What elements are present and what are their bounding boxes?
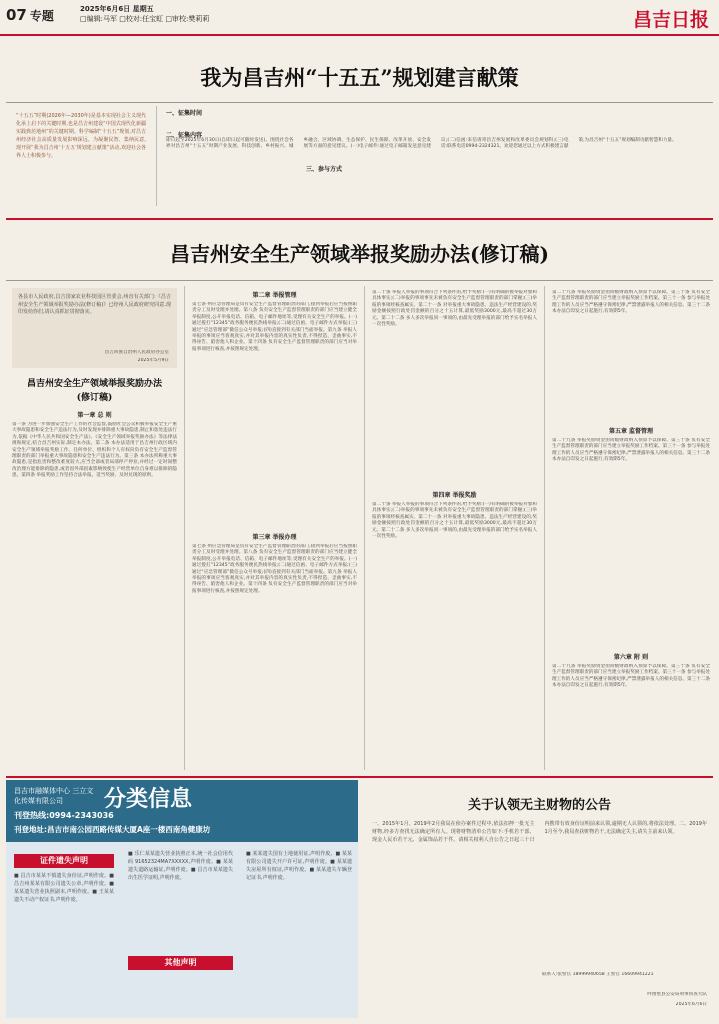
article-body: 第七条 州应急管理局是负有安全生产监督管理职责的部门,接到举报后应当按照职责分工及时受理并处理。第八条 负有安全生产监督管理职责的部门应当建立健全举报制度,公开举报电话、信箱、电子邮件地址等,受理有关安全生产的举报。(一)通过拨打“12345”政务服务便民热线举报;(二)通过信函、电子邮件方式举报;(三)通过“应急管理部”微信公众号举报;(四)直接到有关部门当面举报。第九条 举报人举报的事项应当客观真实,并对其举报内容的真实性负责,不得捏造、歪曲事实,不得诬告、陷害他人和企业。第十四条 负有安全生产监督管理职责的部门应当对举报事项进行核查,并按照规定处理。 bbox=[192, 544, 357, 594]
classifieds-title: 分类信息 bbox=[104, 786, 193, 812]
divider bbox=[6, 102, 713, 103]
classified-list: ■ 某某遗失国有土地使用证,声明作废。■ 某某有限公司遗失开户许可证,声明作废。■ 某某遗失房屋所有权证,声明作废。■ 某某遗失车辆登记证书,声明作废。 bbox=[246, 851, 352, 881]
article-title: 关于认领无主财物的公告 bbox=[467, 798, 611, 813]
section-heading: 三、参与方式 bbox=[306, 166, 343, 173]
editor-credits: □编辑:马军 □校对:任宝虹 □审校:樊莉莉 bbox=[80, 15, 210, 23]
chapter-heading: 第五章 监督管理 bbox=[608, 428, 654, 435]
article-suggestions bbox=[6, 40, 713, 216]
chapter-heading: 第六章 附 则 bbox=[613, 654, 649, 661]
divider bbox=[184, 286, 185, 770]
classified-list: ■ 乐仁某某遗失营业执照正本,统一社会信用代码 91652324MA7XXXXX,声明作废。■ 某某遗失道路运输证,声明作废。■ 昌吉市某某遗失出生医学证明,声明作废。 bbox=[128, 851, 233, 881]
sign-date: 2025年6月6日 bbox=[675, 1002, 707, 1007]
article-body: 第二十九条 举报奖励资金由同级财政纳入预算予以保障。第三十条 负有安全生产监督管理职责的部门应当建立举报奖励工作档案。第三十一条 参与举报处理工作的人员应当严格遵守保密纪律,严禁泄露举报人的相关信息。第三十二条 本办法自印发之日起施行,有效期5年。 bbox=[552, 290, 710, 315]
chapter-heading: 第三章 举报办理 bbox=[252, 534, 297, 541]
page-header bbox=[0, 0, 719, 36]
classifieds-header bbox=[6, 780, 358, 842]
article-body: 一、2015年1月、2019年2月我局在侦办案件过程中,依法扣押一批无主财物,经多方查找无法确定所有人。现将财物清单公告如下:手机若干部、现金人民币若干元、金属饰品若干件。请相关权利人自公告之日起三十日内携带有效身份证明前来认领,逾期无人认领的,将依法处理。二、2019年1月至今,我局查获赃物若干,无法确定失主,请失主前来认领。 bbox=[372, 821, 707, 843]
article-body: 第七条 州应急管理局是负有安全生产监督管理职责的部门,接到举报后应当按照职责分工及时受理并处理。第八条 负有安全生产监督管理职责的部门应当建立健全举报制度,公开举报电话、信箱、电子邮件地址等,受理有关安全生产的举报。(一)通过拨打“12345”政务服务便民热线举报;(二)通过信函、电子邮件方式举报;(三)通过“应急管理部”微信公众号举报;(四)直接到有关部门当面举报。第九条 举报人举报的事项应当客观真实,并对其举报内容的真实性负责,不得捏造、歪曲事实,不得诬告、陷害他人和企业。第十四条 负有安全生产监督管理职责的部门应当对举报事项进行核查,并按照规定处理。 bbox=[192, 302, 357, 352]
section-tag: 证件遗失声明 bbox=[14, 854, 114, 868]
article-unclaimed-property bbox=[366, 780, 713, 1018]
chapter-heading: 第四章 举报奖励 bbox=[432, 492, 477, 499]
article-title: 昌吉州安全生产领域举报奖励办法(修订稿) bbox=[170, 242, 549, 266]
notice-date: 2025年5月9日 bbox=[137, 358, 169, 363]
address: 刊登地址:昌吉市南公园西路传媒大厦A座一楼西南角健康坊 bbox=[14, 825, 211, 834]
notice-box bbox=[12, 288, 177, 368]
section-heading: 一、征集时间 bbox=[166, 110, 203, 117]
article-title: 我为昌吉州“十五五”规划建言献策 bbox=[200, 65, 519, 90]
article-body: 第二十九条 举报奖励资金由同级财政纳入预算予以保障。第三十条 负有安全生产监督管理职责的部门应当建立举报奖励工作档案。第三十一条 参与举报处理工作的人员应当严格遵守保密纪律,严禁泄露举报人的相关信息。第三十二条 本办法自印发之日起施行,有效期5年。 bbox=[552, 664, 710, 689]
divider bbox=[6, 776, 713, 778]
divider bbox=[156, 106, 157, 206]
divider bbox=[6, 280, 713, 281]
section-name: 专题 bbox=[29, 9, 54, 23]
chapter-heading: 第二章 举报管理 bbox=[252, 292, 297, 299]
issue-date: 2025年6月6日 星期五 bbox=[80, 5, 154, 13]
article-body: 第二十九条 举报奖励资金由同级财政纳入预算予以保障。第三十条 负有安全生产监督管理职责的部门应当建立举报奖励工作档案。第三十一条 参与举报处理工作的人员应当严格遵守保密纪律,严禁泄露举报人的相关信息。第三十二条 本办法自印发之日起施行,有效期5年。 bbox=[552, 438, 710, 463]
article-body: 第一条 为进一步加强安全生产工作的社会监督,鼓励社会公众积极举报安全生产重大事故隐患和安全生产违法行为,及时发现并排除重大事故隐患,制止和惩处违法行为,依据《中华人民共和国安全生产法》、《安全生产领域举报奖励办法》等法律法规和规定,结合昌吉州实际,制定本办法。第二条 本办法适用于昌吉州行政区域内安全生产领域举报奖励工作。任何单位、组织和个人有权向负有安全生产监督管理职责的部门举报重大事故隐患和安全生产违法行为。第三条 本办法所称重大事故隐患,是指危害和整改难度较大,应当全部或者局部停产停业,并经过一定时间整改治理方能排除的隐患,或者因外部因素影响致使生产经营单位自身难以排除的隐患。第四条 举报奖励工作坚持合法举报、适当奖励、及时兑现的原则。 bbox=[12, 422, 177, 479]
classifieds-section bbox=[6, 780, 358, 1018]
divider bbox=[364, 286, 365, 770]
page-number-section bbox=[6, 6, 54, 24]
article-regulation bbox=[6, 222, 713, 774]
signer: 呼图壁县公安局刑事侦查大队 bbox=[647, 992, 707, 997]
article-body: 第二十条 举报人举报的事项符合下列条件的,给予奖励:(一)有明确的被举报对象和具体事实;(二)举报的事项事先未被负有安全生产监督管理职责的部门掌握;(三)举报的事项经核查属实。第二十一条 对举报重大事故隐患、违法生产经营建设的,奖励金额按照行政处罚金额的百分之十五计算,最低奖励3000元,最高不超过30万元。第二十二条 多人多次举报同一事项的,由最先受理举报的部门给予实名举报人一次性奖励。 bbox=[372, 290, 537, 328]
hotline: 刊登热线:0994-2343036 bbox=[14, 811, 114, 820]
contact-info: 联系人:张警官 18999940658 王警官 16609941221 bbox=[542, 972, 654, 977]
date-block bbox=[80, 4, 209, 24]
section-heading: 二、征集内容 bbox=[166, 132, 203, 139]
newspaper-logo: 昌吉日报 bbox=[632, 9, 709, 31]
classified-list: ■ 昌吉市某某不慎遗失身份证,声明作废。■ 昌吉州某某有限公司遗失公章,声明作废。■ 某某遗失营业执照副本,声明作废。■ 王某某遗失不动产权证书,声明作废。 bbox=[14, 873, 114, 903]
article-intro: “十五五”时期(2026年—2030年)是基本实现社会主义现代化承上启下的关键时期,也是昌吉州建设“中国式现代化新疆实践典范地州”的关键时期。科学编制“十五五”规划,对昌吉州经济社会高质量发展影响深远。为凝聚民智、集纳民意,现开展“我为昌吉州‘十五五’规划建言献策”活动,欢迎社会各界人士积极参与。 bbox=[16, 113, 146, 159]
divider bbox=[544, 286, 545, 770]
page-number: 07 bbox=[6, 6, 27, 24]
section-tag: 其他声明 bbox=[128, 956, 233, 970]
chapter-heading: 第一章 总 则 bbox=[77, 412, 112, 419]
subtitle-note: (修订稿) bbox=[76, 393, 113, 403]
article-body: 即日起至2025年6月30日(自即日起可随时发送)。围绕社会各界对昌吉州“十五五”时期产业发展、科技创新、乡村振兴、城乡融合、区域协调、生态保护、民生保障、改革开放、安全发展等方面的意见建议。(一)电子邮件:通过电子邮箱发送意见建议;(二)信函:来信请寄昌吉州发展和改革委员会规划科;(三)电话:联系电话0994-2324321。欢迎您通过以上方式积极建言献策,为昌吉州“十五五”规划编制贡献智慧和力量。 bbox=[166, 138, 677, 150]
agency-name: 昌吉市融媒体中心 三立文化传媒有限公司 bbox=[14, 787, 94, 805]
notice-text: 各县市人民政府,昌吉国家农业科技园区管委会,州直有关部门:《昌吉州安全生产领域举报奖励办法(修订稿)》已经州人民政府研究同意,现印发给你们,请认真抓好贯彻落实。 bbox=[18, 294, 171, 315]
subtitle: 昌吉州安全生产领域举报奖励办法 bbox=[26, 379, 162, 389]
article-body: 第二十条 举报人举报的事项符合下列条件的,给予奖励:(一)有明确的被举报对象和具体事实;(二)举报的事项事先未被负有安全生产监督管理职责的部门掌握;(三)举报的事项经核查属实。第二十一条 对举报重大事故隐患、违法生产经营建设的,奖励金额按照行政处罚金额的百分之十五计算,最低奖励3000元,最高不超过30万元。第二十二条 多人多次举报同一事项的,由最先受理举报的部门给予实名举报人一次性奖励。 bbox=[372, 502, 537, 540]
notice-issuer: 昌吉回族自治州人民政府办公室 bbox=[104, 350, 169, 355]
divider bbox=[6, 218, 713, 220]
